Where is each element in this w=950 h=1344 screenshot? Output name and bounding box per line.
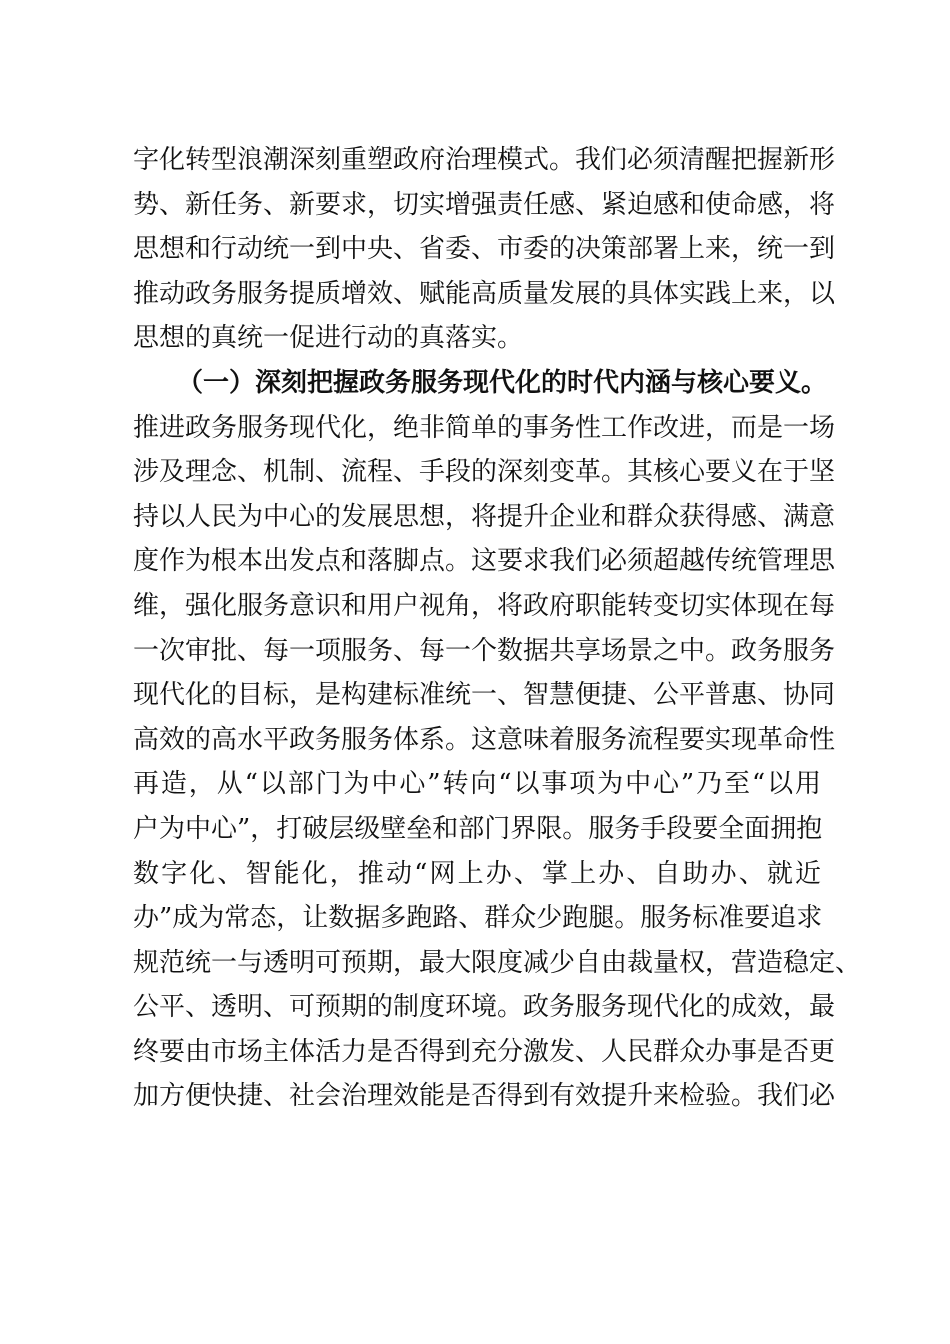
- text-line: 维，强化服务意识和用户视角，将政府职能转变切实体现在每: [133, 590, 836, 621]
- text-line: 推动政务服务提质增效、赋能高质量发展的具体实践上来，以: [133, 278, 836, 309]
- document-page: [133, 138, 862, 1119]
- text-line: 推进政务服务现代化，绝非简单的事务性工作改进，而是一场: [133, 412, 836, 443]
- text-line: 规范统一与透明可预期，最大限度减少自由裁量权，营造稳定、: [133, 947, 862, 978]
- text-line: 户为中心”，打破层级壁垒和部门界限。服务手段要全面拥抱: [133, 813, 823, 844]
- text-line: 办”成为常态，让数据多跑路、群众少跑腿。服务标准要追求: [133, 903, 823, 934]
- text-line: 加方便快捷、社会治理效能是否得到有效提升来检验。我们必: [133, 1081, 836, 1112]
- text-line: 涉及理念、机制、流程、手段的深刻变革。其核心要义在于坚: [133, 457, 836, 488]
- text-line: 公平、透明、可预期的制度环境。政务服务现代化的成效，最: [133, 992, 836, 1023]
- paragraph-2: [133, 406, 862, 1120]
- text-line: 思想的真统一促进行动的真落实。: [133, 323, 524, 354]
- text-line: 终要由市场主体活力是否得到充分激发、人民群众办事是否更: [133, 1036, 836, 1067]
- text-line: 势、新任务、新要求，切实增强责任感、紧迫感和使命感，将: [133, 189, 836, 220]
- paragraph-1: [133, 138, 836, 361]
- text-line: 度作为根本出发点和落脚点。这要求我们必须超越传统管理思: [133, 546, 836, 577]
- text-line: 再造，从“以部门为中心”转向“以事项为中心”乃至“以用: [133, 769, 821, 800]
- text-line: 持以人民为中心的发展思想，将提升企业和群众获得感、满意: [133, 501, 836, 532]
- text-line: 一次审批、每一项服务、每一个数据共享场景之中。政务服务: [133, 635, 836, 666]
- text-line: 思想和行动统一到中央、省委、市委的决策部署上来，统一到: [133, 234, 836, 265]
- text-line: 数字化、智能化，推动“网上办、掌上办、自助办、就近: [133, 858, 821, 889]
- text-line: 高效的高水平政务服务体系。这意味着服务流程要实现革命性: [133, 724, 836, 755]
- text-line: 字化转型浪潮深刻重塑政府治理模式。我们必须清醒把握新形: [133, 145, 836, 175]
- section-heading: （一）深刻把握政务服务现代化的时代内涵与核心要义。: [177, 367, 828, 398]
- text-line: 现代化的目标，是构建标准统一、智慧便捷、公平普惠、协同: [133, 680, 836, 711]
